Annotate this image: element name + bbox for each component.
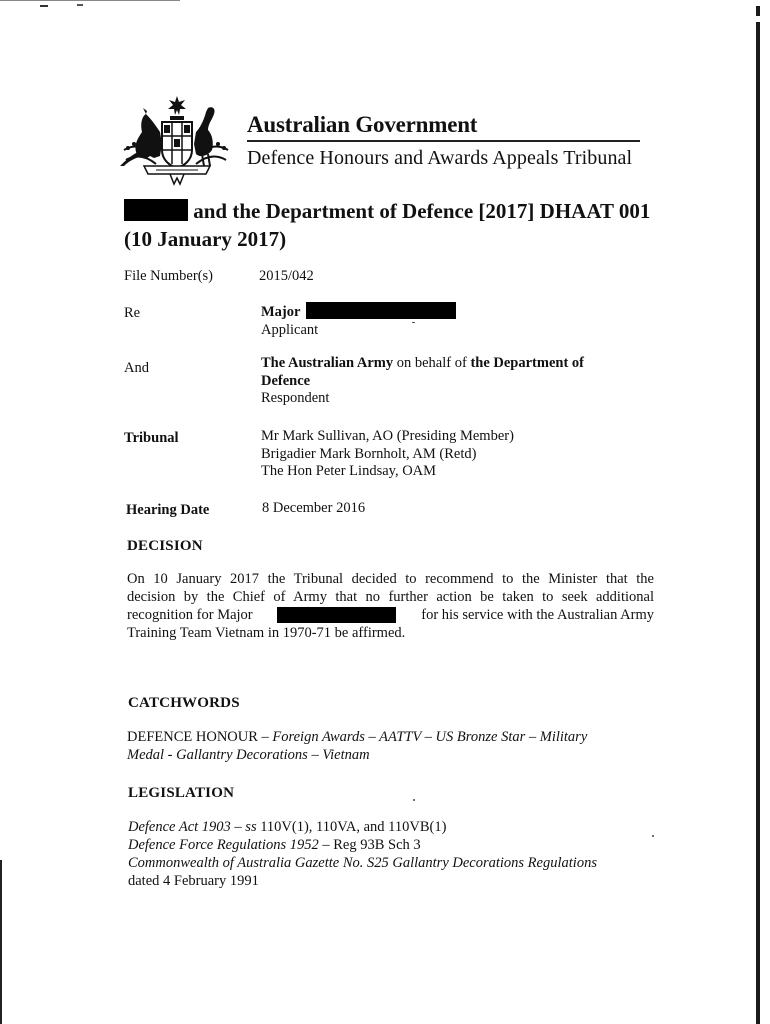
catchwords-terms-1: Foreign Awards – AATTV – US Bronze Star – Military [272, 729, 588, 745]
decision-line-3b: for his service with the Australian Army [421, 607, 654, 623]
tribunal-name: Defence Honours and Awards Appeals Tribunal [247, 147, 633, 169]
scan-edge [756, 22, 760, 1024]
decision-line-4: Training Team Vietnam in 1970-71 be affirmed. [127, 625, 406, 641]
decision-heading: DECISION [127, 538, 203, 554]
scan-artifact [756, 6, 760, 16]
file-number-label: File Number(s) [124, 268, 213, 284]
scan-speck [413, 799, 415, 801]
applicant-role: Applicant [261, 321, 319, 338]
respondent-block [261, 355, 584, 408]
decision-line-2: decision by the Chief of Army that no further action be taken to seek additional [127, 589, 654, 605]
government-title: Australian Government [247, 112, 478, 137]
coat-of-arms-icon [116, 94, 238, 186]
re-label: Re [124, 305, 141, 321]
file-number-value: 2015/042 [259, 268, 314, 284]
case-title-text: and the Department of Defence [2017] DHAAT 001 [193, 199, 651, 223]
tribunal-label: Tribunal [124, 430, 179, 446]
legislation-3-date: dated 4 February 1991 [128, 873, 259, 889]
legislation-2-title: Defence Force Regulations 1952 [128, 837, 319, 853]
scan-edge [0, 860, 2, 1024]
scan-artifact [40, 5, 48, 7]
scan-artifact [0, 0, 180, 1]
respondent-department-cont: Defence [261, 372, 311, 389]
respondent-name: The Australian Army [261, 355, 394, 371]
case-date: (10 January 2017) [124, 227, 287, 251]
decision-text [127, 570, 654, 642]
applicant-block [261, 302, 456, 339]
legislation-1-title: Defence Act 1903 – ss [128, 819, 257, 835]
hearing-date-value: 8 December 2016 [262, 500, 366, 516]
respondent-role: Respondent [261, 390, 330, 406]
scan-artifact [77, 4, 83, 6]
catchwords-text [127, 728, 587, 764]
and-label: And [124, 360, 149, 376]
catchwords-lead: DEFENCE HONOUR – [127, 729, 273, 745]
respondent-department: the Department of [470, 355, 584, 371]
tribunal-members [261, 428, 514, 481]
legislation-2-sections: – Reg 93B Sch 3 [318, 837, 421, 853]
member-3: The Hon Peter Lindsay, OAM [261, 463, 437, 479]
decision-line-3 [127, 606, 654, 624]
hearing-date-label: Hearing Date [126, 502, 210, 518]
applicant-name: Major [261, 304, 301, 320]
scan-speck [652, 835, 654, 837]
decision-line-3a: recognition for Major [127, 607, 253, 623]
legislation-1-sections: 110V(1), 110VA, and 110VB(1) [256, 819, 447, 835]
legislation-3-title: Commonwealth of Australia Gazette No. S25 Gallantry Decorations Regulations [128, 855, 597, 871]
legislation-heading: LEGISLATION [128, 785, 235, 801]
decision-line-1: On 10 January 2017 the Tribunal decided to recommend to the Minister that the [127, 571, 654, 587]
catchwords-terms-2: Medal - Gallantry Decorations – Vietnam [127, 747, 370, 763]
catchwords-heading: CATCHWORDS [128, 695, 240, 711]
legislation-list [128, 818, 597, 890]
case-title [124, 197, 650, 253]
member-1: Mr Mark Sullivan, AO (Presiding Member) [261, 428, 514, 444]
respondent-connector: on behalf of [393, 355, 471, 371]
redaction-block [306, 302, 456, 319]
redaction-block [124, 199, 188, 221]
header-divider [247, 140, 640, 142]
redaction-block [277, 607, 396, 623]
member-2: Brigadier Mark Bornholt, AM (Retd) [261, 445, 477, 462]
